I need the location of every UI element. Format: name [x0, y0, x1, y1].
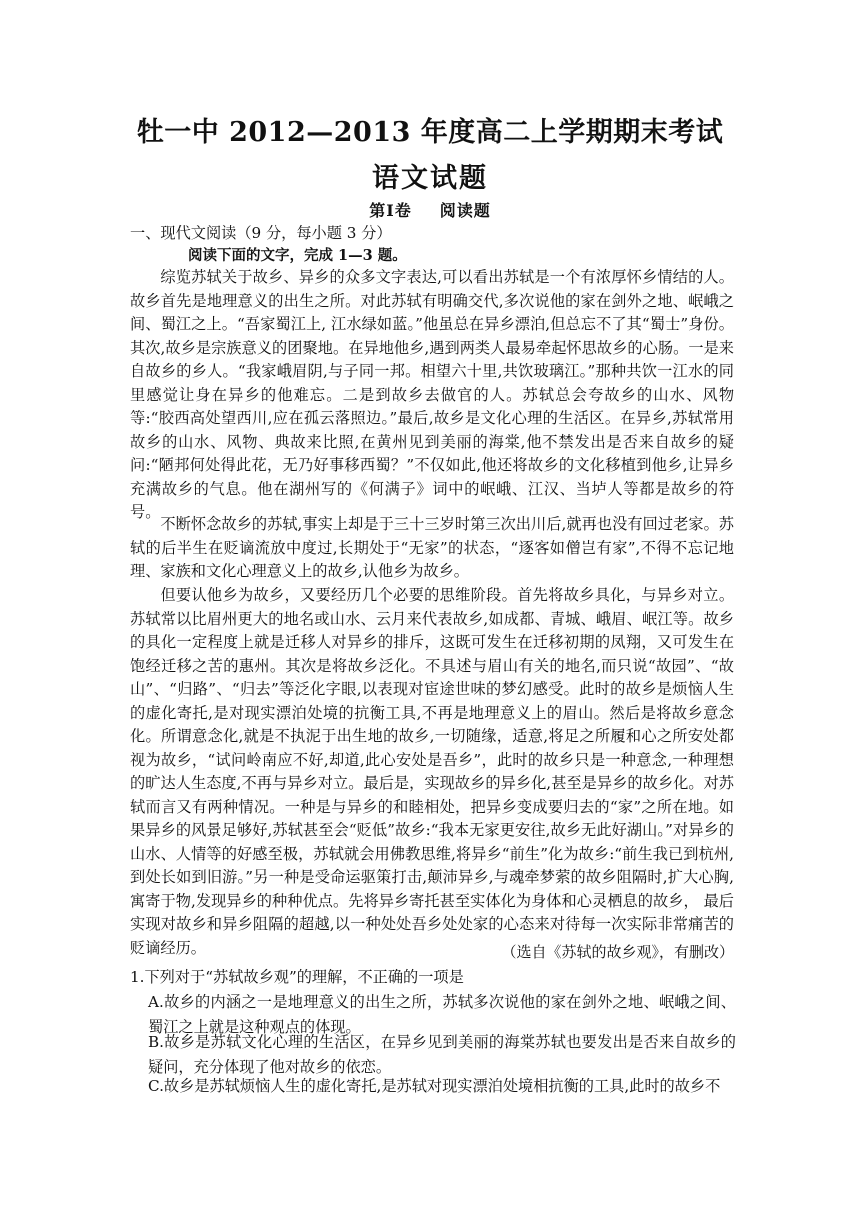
passage-source: （选自《苏轼的故乡观》，有删改）	[501, 943, 734, 961]
question-1-stem: 1.下列对于“苏轼故乡观”的理解，不正确的一项是	[130, 968, 464, 986]
exam-title: 牡一中 2012—2013 年度高二上学期期末考试	[136, 117, 724, 148]
question-1-option-a: A.故乡的内涵之一是地理意义的出生之所，苏轼多次说他的家在剑外之地、岷峨之间、蜀江之上就是这种观点的体现。	[148, 993, 736, 1036]
volume-heading	[0, 198, 860, 221]
passage-paragraph-3: 但要认他乡为故乡，又要经历几个必要的思维阶段。首先将故乡具化，与异乡对立。苏轼常以比眉州更大的地名或山水、云月来代表故乡,如成都、青城、峨眉、岷江等。故乡的具化一定程度上就是迁移人对异乡的排斥，这既可发生在迁移初期的凤翔，又可发生在饱经迁移之苦的惠州。其次是将故乡泛化。不具述与眉山有关的地名,而只说“故园”、“故山”、“归路”、“归去”等泛化字眼,以表现对宦途世味的梦幻感受。此时的故乡是烦恼人生的虚化寄托,是对现实漂泊处境的抗衡工具,不再是地理意义上的眉山。然后是将故乡意念化。所谓意念化,就是不执泥于出生地的故乡,一切随缘，适意,将足之所履和心之所安处都视为故乡，“试问岭南应不好,却道,此心安处是吾乡”，此时的故乡只是一种意念,一种理想的旷达人生态度,不再与异乡对立。最后是，实现故乡的异乡化,甚至是异乡的故乡化。对苏轼而言又有两种情况。一种是与异乡的和睦相处，把异乡变成要归去的“家”之所在地。如果异乡的风景足够好,苏轼甚至会“贬低”故乡:“我本无家更安往,故乡无此好湖山。”对异乡的山水、人情等的好感至极，苏轼就会用佛教思维,将异乡“前生”化为故乡:“前生我已到杭州,到处长如到旧游。”另一种是受命运驱策打击,颠沛异乡,与魂牵梦萦的故乡阻隔时,扩大心胸,寓寄于物,发现异乡的种种优点。先将异乡寄托甚至实体化为身体和心灵栖息的故乡， 最后实现对故乡和异乡阻隔的超越,以一种处处吾乡处处家的心态来对待每一次实际非常痛苦的贬谪经历。	[130, 586, 734, 957]
question-1-option-b: B.故乡是苏轼文化心理的生活区，在异乡见到美丽的海棠苏轼也要发出是否来自故乡的疑问，充分体现了他对故乡的依恋。	[148, 1033, 736, 1076]
passage-paragraph-2: 不断怀念故乡的苏轼,事实上却是于三十三岁时第三次出川后,就再也没有回过老家。苏轼的后半生在贬谪流放中度过,长期处于“无家”的状态，“逐客如僧岂有家”,不得不忘记地理、家族和文化心理意义上的故乡,认他乡为故乡。	[130, 515, 734, 580]
subject-title: 语文试题	[372, 163, 488, 194]
passage-paragraph-1: 综览苏轼关于故乡、异乡的众多文字表达,可以看出苏轼是一个有浓厚怀乡情结的人。故乡首先是地理意义的出生之所。对此苏轼有明确交代,多次说他的家在剑外之地、岷峨之间、蜀江之上。“吾家蜀江上, 江水绿如蓝。”他虽总在异乡漂泊,但总忘不了其“蜀士”身份。其次,故乡是宗族意义的团聚地。在异地他乡,遇到两类人最易牵起怀思故乡的心肠。一是来自故乡的乡人。“我家峨眉阴,与子同一邦。相望六十里,共饮玻璃江。”那种共饮一江水的同里感觉让身在异乡的他难忘。二是到故乡去做官的人。苏轼总会夸故乡的山水、风物等:“胶西高处望西川,应在孤云落照边。”最后,故乡是文化心理的生活区。在异乡,苏轼常用故乡的山水、风物、典故来比照,在黄州见到美丽的海棠,他不禁发出是否来自故乡的疑问:“陋邦何处得此花，无乃好事移西蜀？”不仅如此,他还将故乡的文化移植到他乡,让异乡充满故乡的气息。他在湖州写的《何满子》词中的岷峨、江汉、当垆人等都是故乡的符号。	[130, 268, 734, 521]
volume-name: 阅读题	[439, 201, 491, 220]
question-1-option-c: C.故乡是苏轼烦恼人生的虚化寄托,是苏轼对现实漂泊处境相抗衡的工具,此时的故乡不	[148, 1077, 721, 1095]
volume-label: 第Ⅰ卷	[369, 201, 412, 220]
section-heading: 一、现代文阅读（9 分，每小题 3 分）	[130, 224, 392, 242]
reading-instruction: 阅读下面的文字，完成 1—3 题。	[188, 247, 407, 264]
